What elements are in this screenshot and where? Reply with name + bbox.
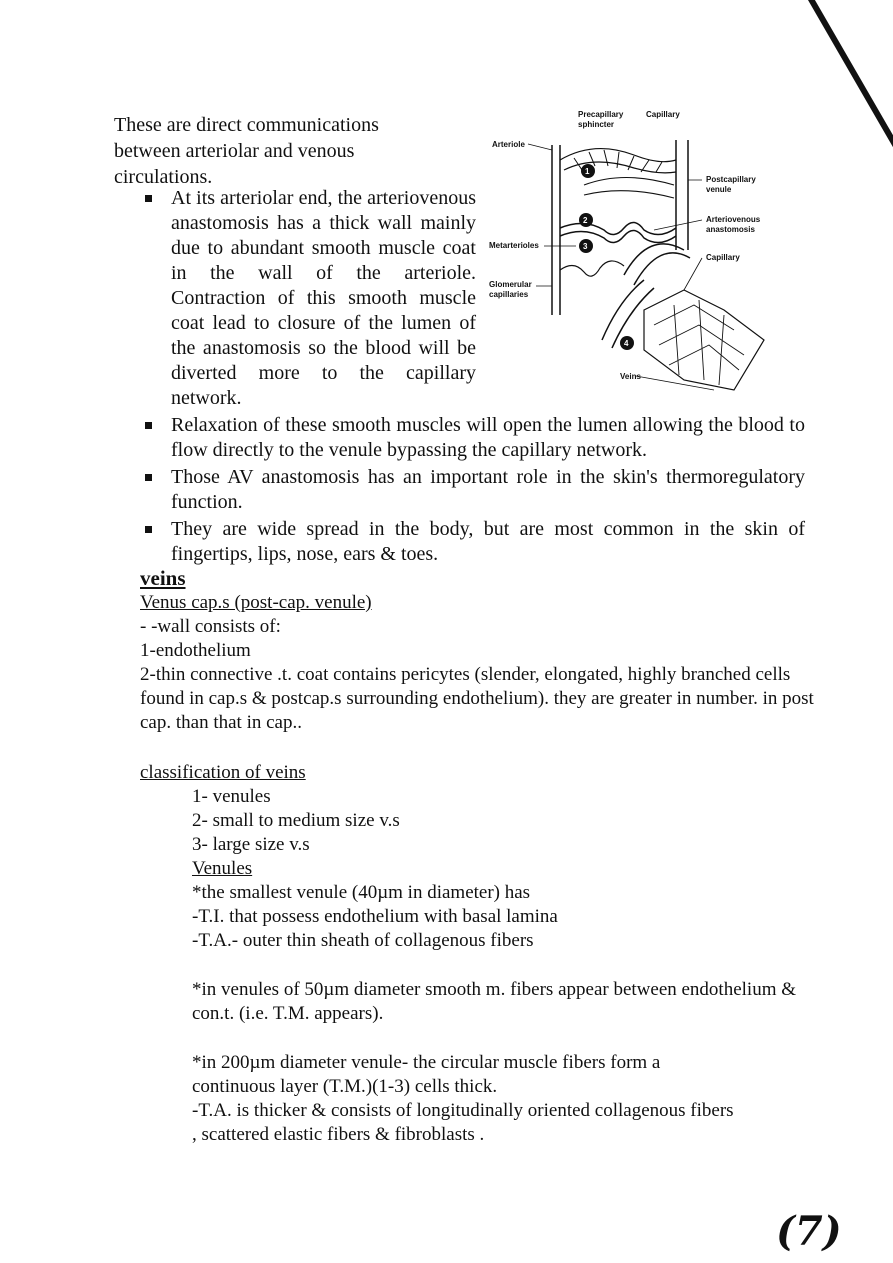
label-veins: Veins	[620, 372, 641, 381]
label-metarterioles: Metarterioles	[489, 241, 539, 250]
page-number: (7)	[776, 1208, 842, 1255]
label-glomerular: Glomerular	[489, 280, 532, 289]
venules-p2: *in venules of 50µm diameter smooth m. fibers appear between endothelium & con.t. (i.e. T.M. appears).	[192, 979, 797, 1024]
svg-text:2: 2	[583, 216, 588, 225]
venules-block	[140, 857, 820, 1147]
classification-title: classification of veins	[140, 762, 306, 783]
wall-item-2: 2-thin connective .t. coat contains pericytes (slender, elongated, highly branched cells found in cap.s & postcap.s surrounding endothelium). they are greater in number. in post cap. than that in cap..	[140, 664, 814, 733]
svg-text:4: 4	[624, 339, 629, 348]
label-anastomosis: anastomosis	[706, 225, 755, 234]
venules-title: Venules	[192, 858, 253, 879]
label-postcapillary: Postcapillary	[706, 175, 756, 184]
venules-p1-line: -T.I. that possess endothelium with basal lamina	[192, 906, 558, 927]
venules-p1-line: *the smallest venule (40µm in diameter) has	[192, 882, 531, 903]
wall-line: - -wall consists of:	[140, 616, 281, 637]
venules-p3-line: continuous layer (T.M.)(1-3) cells thick.	[192, 1076, 498, 1097]
list-item: 1- venules	[192, 786, 271, 807]
label-arteriole: Arteriole	[492, 140, 525, 149]
venules-p3-line: , scattered elastic fibers & fibroblasts .	[192, 1124, 485, 1145]
av-bullet-list	[145, 186, 805, 569]
classification-section	[140, 761, 820, 1147]
label-sphincter: sphincter	[578, 120, 615, 129]
list-item: 3- large size v.s	[192, 834, 310, 855]
label-capillary-right: Capillary	[706, 253, 740, 262]
label-capillaries: capillaries	[489, 290, 529, 299]
wall-item-1: 1-endothelium	[140, 640, 251, 661]
list-item: They are wide spread in the body, but are most common in the skin of fingertips, lips, nose, ears & toes.	[145, 517, 805, 567]
label-capillary-top: Capillary	[646, 110, 680, 119]
section-title-veins: veins	[140, 566, 186, 590]
marker-1	[581, 164, 595, 178]
list-item: Relaxation of these smooth muscles will open the lumen allowing the blood to flow directly to the venule bypassing the capillary network.	[145, 413, 805, 463]
venules-p1-line: -T.A.- outer thin sheath of collagenous fibers	[192, 930, 534, 951]
svg-text:1: 1	[585, 167, 590, 176]
classification-list	[140, 785, 820, 857]
list-item: Those AV anastomosis has an important role in the skin's thermoregulatory function.	[145, 465, 805, 515]
label-arteriovenous: Arteriovenous	[706, 215, 761, 224]
intro-paragraph: These are direct communications between arteriolar and venous circulations.	[114, 114, 379, 188]
venus-capillaries-section	[140, 591, 820, 735]
label-venule: venule	[706, 185, 732, 194]
scan-edge-mark	[808, 0, 893, 182]
list-item: 2- small to medium size v.s	[192, 810, 400, 831]
venules-p3-line: *in 200µm diameter venule- the circular muscle fibers form a	[192, 1052, 661, 1073]
venules-p3-line: -T.A. is thicker & consists of longitudinally oriented collagenous fibers	[192, 1100, 734, 1121]
label-precapillary: Precapillary	[578, 110, 624, 119]
list-item: At its arteriolar end, the arteriovenous anastomosis has a thick wall mainly due to abundant smooth muscle coat in the wall of the arteriole. Contraction of this smooth muscle coat lead to closure of the lumen of the anastomosis so the blood will be diverted more to the capillary network.	[145, 186, 476, 411]
venus-subtitle: Venus cap.s (post-cap. venule)	[140, 592, 372, 613]
svg-text:3: 3	[583, 242, 588, 251]
